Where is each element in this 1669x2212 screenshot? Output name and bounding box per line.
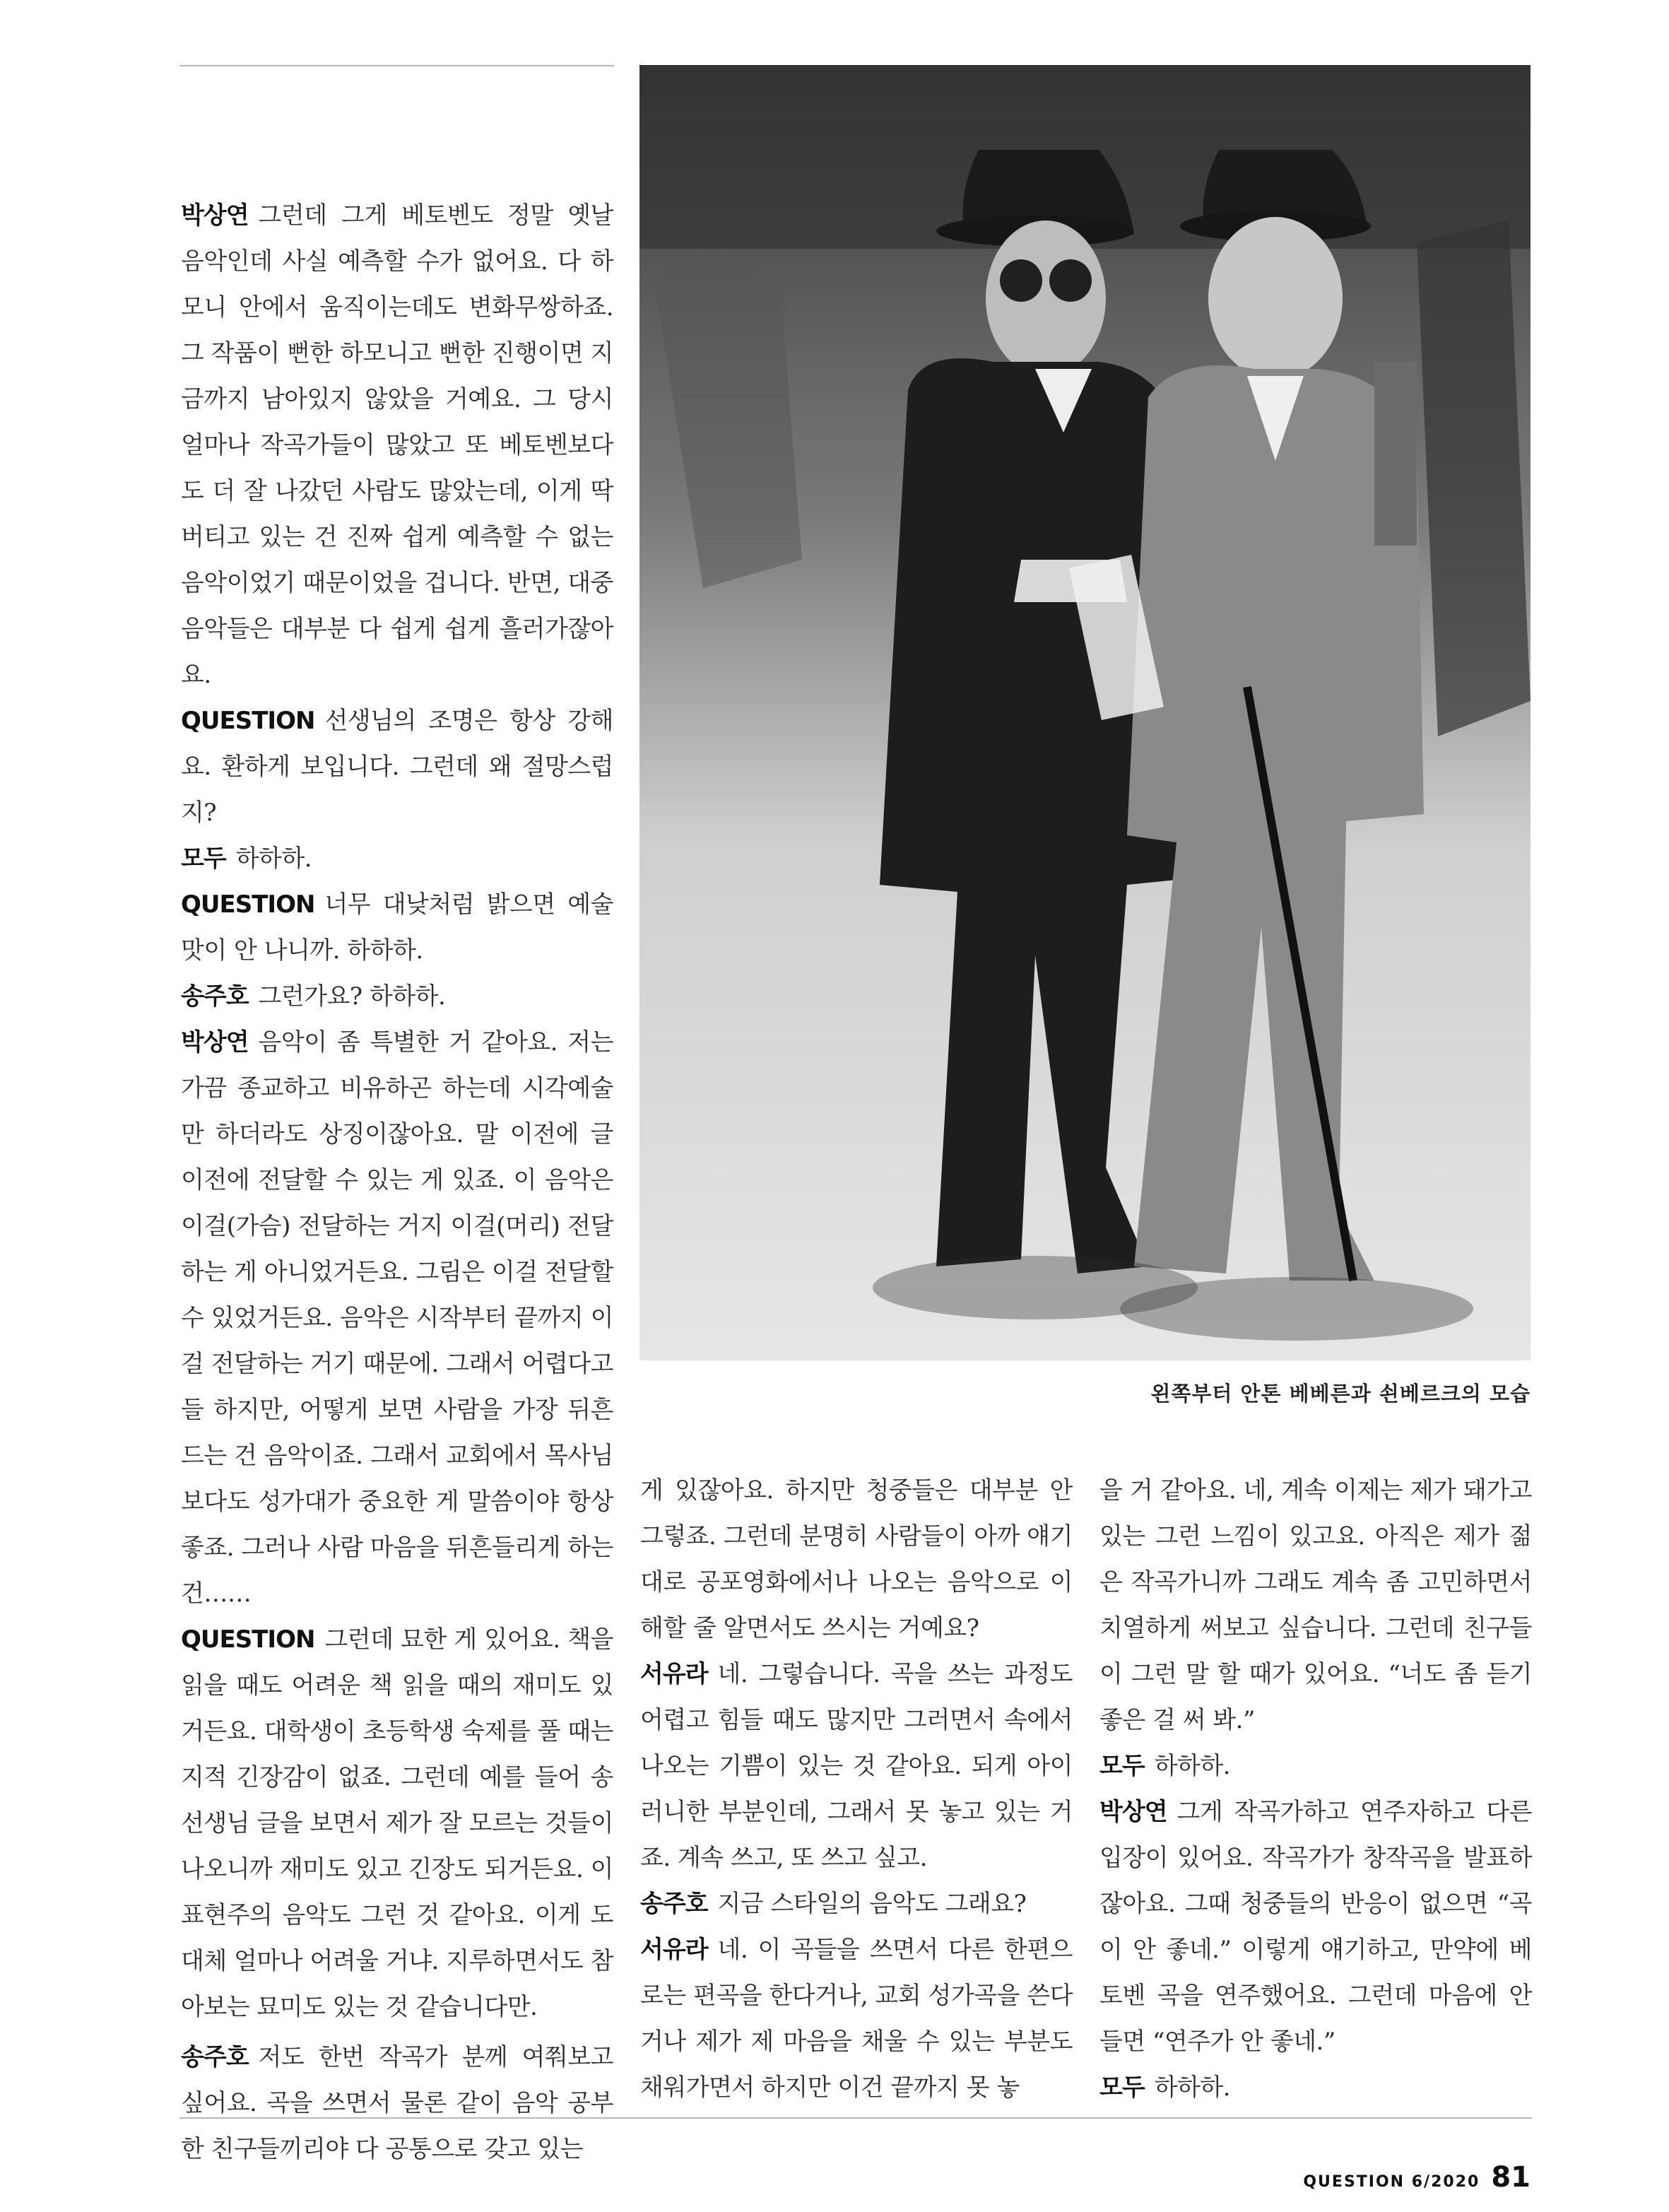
speaker-name: QUESTION bbox=[181, 707, 315, 735]
magazine-issue: QUESTION 6/2020 bbox=[1303, 2173, 1480, 2191]
photo-illustration bbox=[639, 65, 1531, 1360]
paragraph-text: 그게 작곡가하고 연주자하고 다른 입장이 있어요. 작곡가가 창작곡을 발표하잖아요. 그때 청중들의 반응이 없으면 “곡이 안 좋네.” 이렇게 얘기하고, 만약에 베토벤 곡을 연주했어요. 그런데 마음에 안 들면 “연주가 안 좋네.” bbox=[1099, 1798, 1532, 2056]
speaker-name: 박상연 bbox=[1099, 1798, 1167, 1826]
paragraph bbox=[181, 2035, 613, 2172]
paragraph bbox=[1099, 1743, 1532, 1789]
paragraph bbox=[181, 974, 613, 1020]
paragraph-text: 그런데 묘한 게 있어요. 책을 읽을 때도 어려운 책 읽을 때의 재미도 있거든요. 대학생이 초등학생 숙제를 풀 때는 지적 긴장감이 없죠. 그런데 예를 들어 송 선생님 글을 보면서 제가 잘 모르는 것들이 나오니까 재미도 있고 긴장도 되거든요. 이 표현주의 음악도 그런 것 같아요. 이게 도대체 얼마나 어려울 거냐. 지루하면서도 참아보는 묘미도 있는 것 같습니다만. bbox=[181, 1625, 613, 2021]
paragraph bbox=[640, 1652, 1073, 1881]
paragraph-text: 네. 그렇습니다. 곡을 쓰는 과정도 어렵고 힘들 때도 많지만 그러면서 속에서 나오는 기쁨이 있는 것 같아요. 되게 아이러니한 부분인데, 그래서 못 놓고 있는 거죠. 계속 쓰고, 또 쓰고 싶고. bbox=[640, 1660, 1073, 1872]
paragraph bbox=[181, 836, 613, 882]
top-rule bbox=[179, 65, 614, 66]
page-footer bbox=[1303, 2161, 1531, 2194]
paragraph-text: 그런가요? 하하하. bbox=[258, 982, 446, 1011]
paragraph-text: 게 있잖아요. 하지만 청중들은 대부분 안 그렇죠. 그런데 분명히 사람들이 아까 얘기대로 공포영화에서나 나오는 음악으로 이해할 줄 알면서도 쓰시는 거예요? bbox=[640, 1476, 1073, 1642]
speaker-name: 모두 bbox=[181, 845, 226, 873]
paragraph bbox=[640, 1468, 1073, 1652]
paragraph-text: 너무 대낮처럼 밝으면 예술 맛이 안 나니까. 하하하. bbox=[181, 890, 613, 965]
photo-caption: 왼쪽부터 안톤 베베른과 쇤베르크의 모습 bbox=[1150, 1382, 1531, 1406]
paragraph-text: 하하하. bbox=[1154, 1752, 1231, 1780]
paragraph-text: 하하하. bbox=[235, 845, 312, 873]
speaker-name: 모두 bbox=[1099, 2073, 1145, 2102]
paragraph bbox=[640, 1881, 1073, 1927]
paragraph bbox=[1099, 1468, 1532, 1743]
speaker-name: 모두 bbox=[1099, 1752, 1145, 1780]
paragraph bbox=[181, 698, 613, 836]
speaker-name: 박상연 bbox=[181, 1028, 249, 1057]
speaker-name: 송주호 bbox=[181, 2043, 249, 2071]
speaker-name: 서유라 bbox=[640, 1936, 708, 1964]
paragraph bbox=[181, 1020, 613, 1617]
speaker-name: 박상연 bbox=[181, 201, 249, 230]
paragraph-text: 그런데 그게 베토벤도 정말 옛날 음악인데 사실 예측할 수가 없어요. 다 하모니 안에서 움직이는데도 변화무쌍하죠. 그 작품이 뻔한 하모니고 뻔한 진행이면 지금까지 남아있지 않았을 거예요. 그 당시 얼마나 작곡가들이 많았고 또 베토벤보다도 더 잘 나갔던 사람도 많았는데, 이게 딱 버티고 있는 건 진짜 쉽게 예측할 수 없는 음악이었기 때문이었을 겁니다. 반면, 대중음악들은 대부분 다 쉽게 쉽게 흘러가잖아요. bbox=[181, 201, 613, 689]
paragraph bbox=[181, 882, 613, 974]
paragraph-text: 네. 이 곡들을 쓰면서 다른 한편으로는 편곡을 한다거나, 교회 성가곡을 쓴다거나 제가 제 마음을 채울 수 있는 부분도 채워가면서 하지만 이건 끝까지 못 놓 bbox=[640, 1936, 1073, 2102]
paragraph-text: 선생님의 조명은 항상 강해요. 환하게 보입니다. 그런데 왜 절망스럽지? bbox=[181, 707, 613, 827]
column-2 bbox=[640, 1468, 1073, 2111]
bottom-rule bbox=[179, 2117, 1532, 2119]
column-3 bbox=[1099, 1468, 1532, 2111]
speaker-name: 송주호 bbox=[181, 982, 249, 1011]
paragraph-text: 을 거 같아요. 네, 계속 이제는 제가 돼가고 있는 그런 느낌이 있고요. 아직은 제가 젊은 작곡가니까 그래도 계속 좀 고민하면서 치열하게 써보고 싶습니다. 그런데 친구들이 그런 말 할 때가 있어요. “너도 좀 듣기 좋은 걸 써 봐.” bbox=[1099, 1476, 1532, 1734]
paragraph bbox=[1099, 1789, 1532, 2065]
paragraph bbox=[181, 193, 613, 698]
speaker-name: QUESTION bbox=[181, 890, 315, 919]
paragraph-text: 저도 한번 작곡가 분께 여쭤보고 싶어요. 곡을 쓰면서 물론 같이 음악 공부한 친구들끼리야 다 공통으로 갖고 있는 bbox=[181, 2043, 613, 2163]
paragraph bbox=[1099, 2065, 1532, 2111]
speaker-name: QUESTION bbox=[181, 1625, 315, 1654]
paragraph-text: 지금 스타일의 음악도 그래요? bbox=[717, 1890, 1027, 1918]
speaker-name: 송주호 bbox=[640, 1890, 708, 1918]
column-1 bbox=[181, 193, 613, 2172]
paragraph-text: 음악이 좀 특별한 거 같아요. 저는 가끔 종교하고 비유하곤 하는데 시각예술만 하더라도 상징이잖아요. 말 이전에 글 이전에 전달할 수 있는 게 있죠. 이 음악은 이걸(가슴) 전달하는 거지 이걸(머리) 전달하는 게 아니었거든요. 그림은 이걸 전달할 수 있었거든요. 음악은 시작부터 끝까지 이걸 전달하는 거기 때문에. 그래서 어렵다고들 하지만, 어떻게 보면 사람을 가장 뒤흔드는 건 음악이죠. 그래서 교회에서 목사님보다도 성가대가 중요한 게 말씀이야 항상 좋죠. 그러나 사람 마음을 뒤흔들리게 하는 건…… bbox=[181, 1028, 613, 1608]
speaker-name: 서유라 bbox=[640, 1660, 708, 1688]
paragraph-text: 하하하. bbox=[1154, 2073, 1231, 2102]
paragraph bbox=[181, 1617, 613, 2030]
paragraph bbox=[640, 1927, 1073, 2111]
page-number: 81 bbox=[1491, 2161, 1531, 2194]
vintage-photo-two-men-walking bbox=[639, 65, 1531, 1360]
